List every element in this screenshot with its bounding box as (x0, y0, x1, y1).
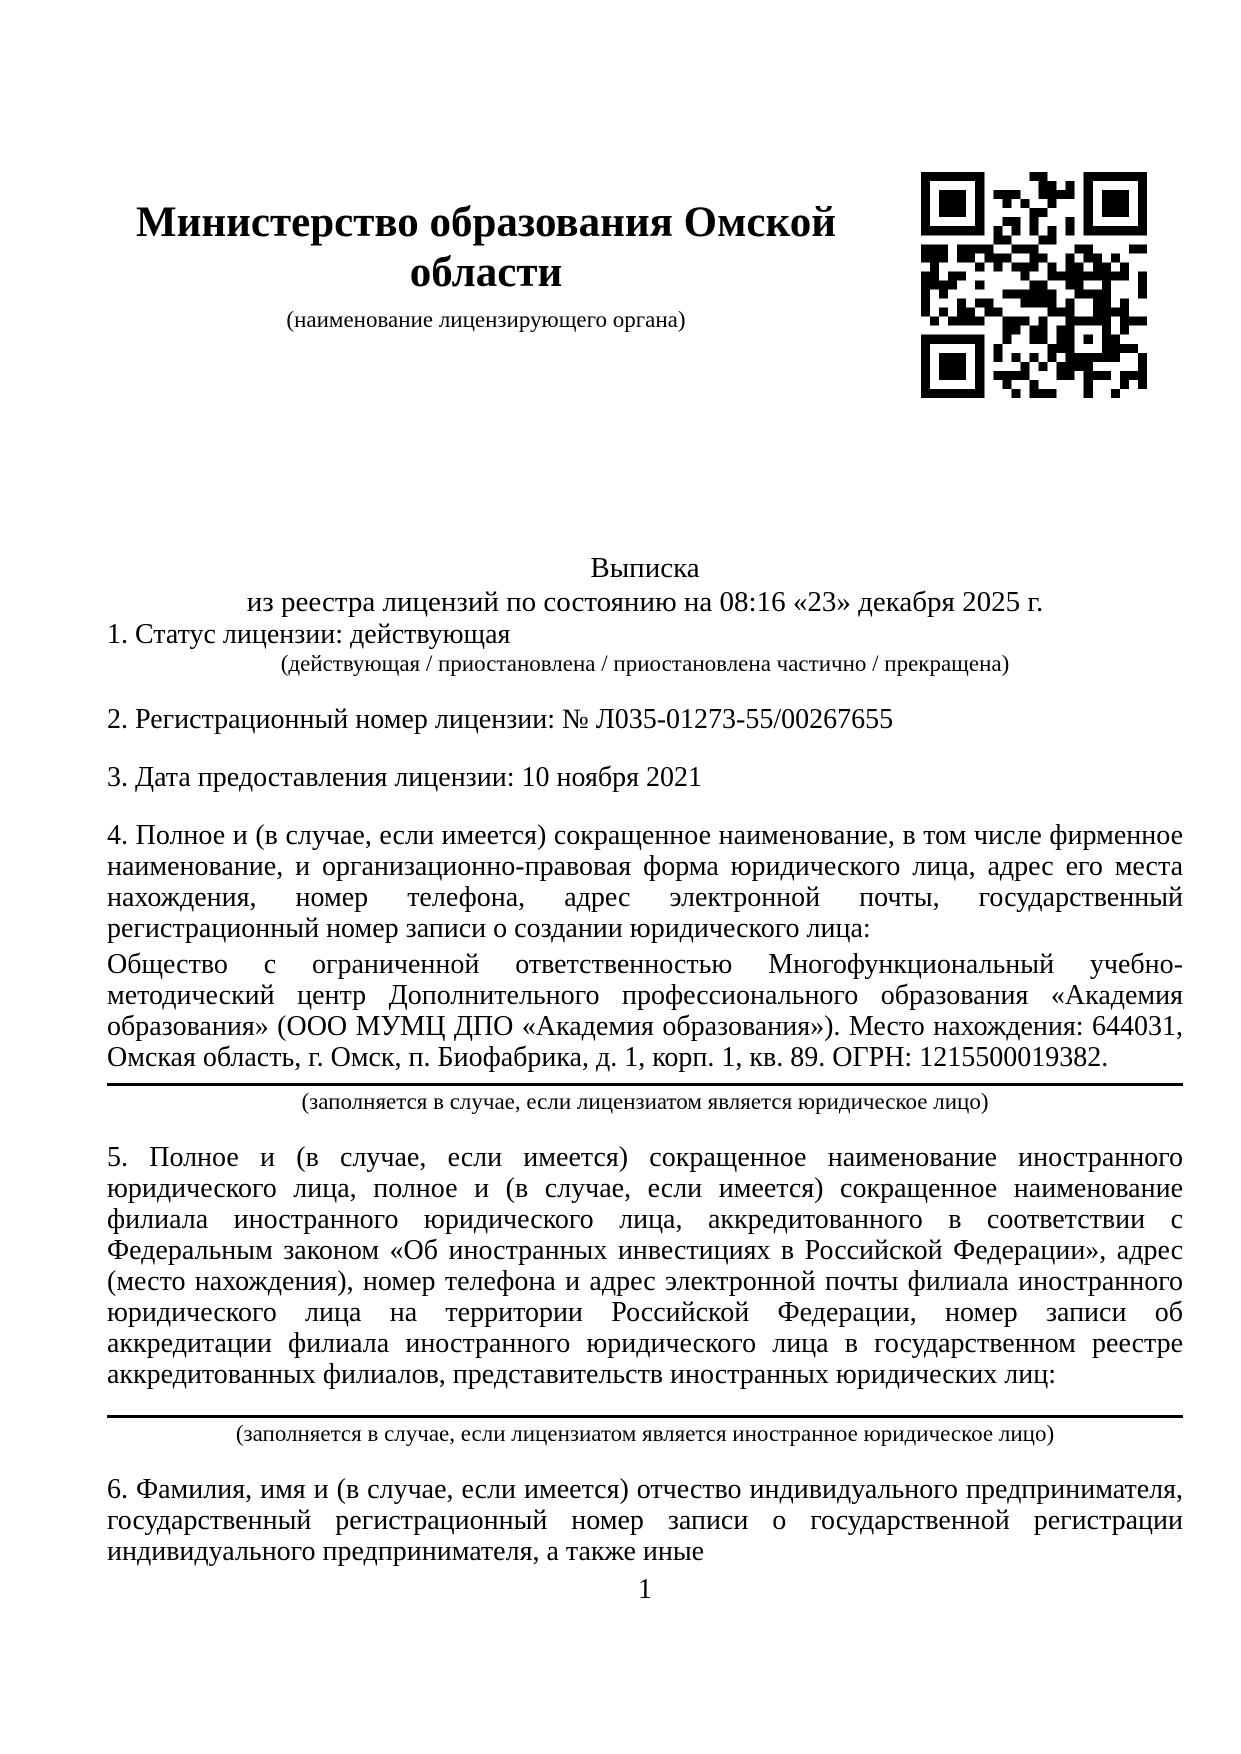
item-4-legal-entity-value: Общество с ограниченной ответственностью Многофункциональный учебно-методический центр Дополнительного профессионального образования «Академия образования» (ООО МУМЦ ДПО «Академия образования»). Место нахождения: 644031, Омская область, г. Омск, п. Биофабрика, д. 1, корп. 1, кв. 89. ОГРН: 1215500019382. (107, 949, 1183, 1073)
item-6-individual-entrepreneur-label: 6. Фамилия, имя и (в случае, если имеется) отчество индивидуального предпринимателя, государственный регистрационный номер записи о государственной регистрации индивидуального предпринимателя, а также иные (107, 1474, 1183, 1567)
licensing-authority-caption: (наименование лицензирующего органа) (286, 307, 686, 332)
item-5-note: (заполняется в случае, если лицензиатом является иностранное юридическое лицо) (235, 1421, 1055, 1446)
item-1-license-status: 1. Статус лицензии: действующая (107, 619, 511, 650)
item-5-field-line (107, 1415, 1183, 1418)
item-4-note: (заполняется в случае, если лицензиатом является юридическое лицо) (301, 1089, 989, 1114)
licensing-authority-name-line2: области (409, 249, 563, 296)
item-4-legal-entity-label: 4. Полное и (в случае, если имеется) сокращенное наименование, в том числе фирменное наименование, и организационно-правовая форма юридического лица, адрес его места нахождения, номер телефона, адрес электронной почты, государственный регистрационный номер записи о создании юридического лица: (107, 820, 1183, 944)
document-title-line1: Выписка (590, 552, 700, 584)
item-3-license-date: 3. Дата предоставления лицензии: 10 ноября 2021 (107, 762, 702, 793)
item-4-field-line (107, 1083, 1183, 1086)
item-1-note: (действующая / приостановлена / приостановлена частично / прекращена) (280, 651, 1010, 676)
item-5-foreign-entity-label: 5. Полное и (в случае, если имеется) сокращенное наименование иностранного юридического лица, полное и (в случае, если имеется) сокращенное наименование филиала иностранного юридического лица, аккредитованного в соответствии с Федеральным законом «Об иностранных инвестициях в Российской Федерации», адрес (место нахождения), номер телефона и адрес электронной почты филиала иностранного юридического лица на территории Российской Федерации, номер записи об аккредитации филиала иностранного юридического лица в государственном реестре аккредитованных филиалов, представительств иностранных юридических лиц: (107, 1142, 1183, 1390)
page-number: 1 (638, 1574, 652, 1605)
licensing-authority-name-line1: Министерство образования Омской (136, 199, 836, 246)
document-content (107, 0, 1183, 1605)
document-title (107, 551, 1183, 619)
item-2-registration-number: 2. Регистрационный номер лицензии: № Л035-01273-55/00267655 (107, 704, 894, 735)
document-title-line2: из реестра лицензий по состоянию на 08:16 «23» декабря 2025 г. (246, 586, 1044, 618)
